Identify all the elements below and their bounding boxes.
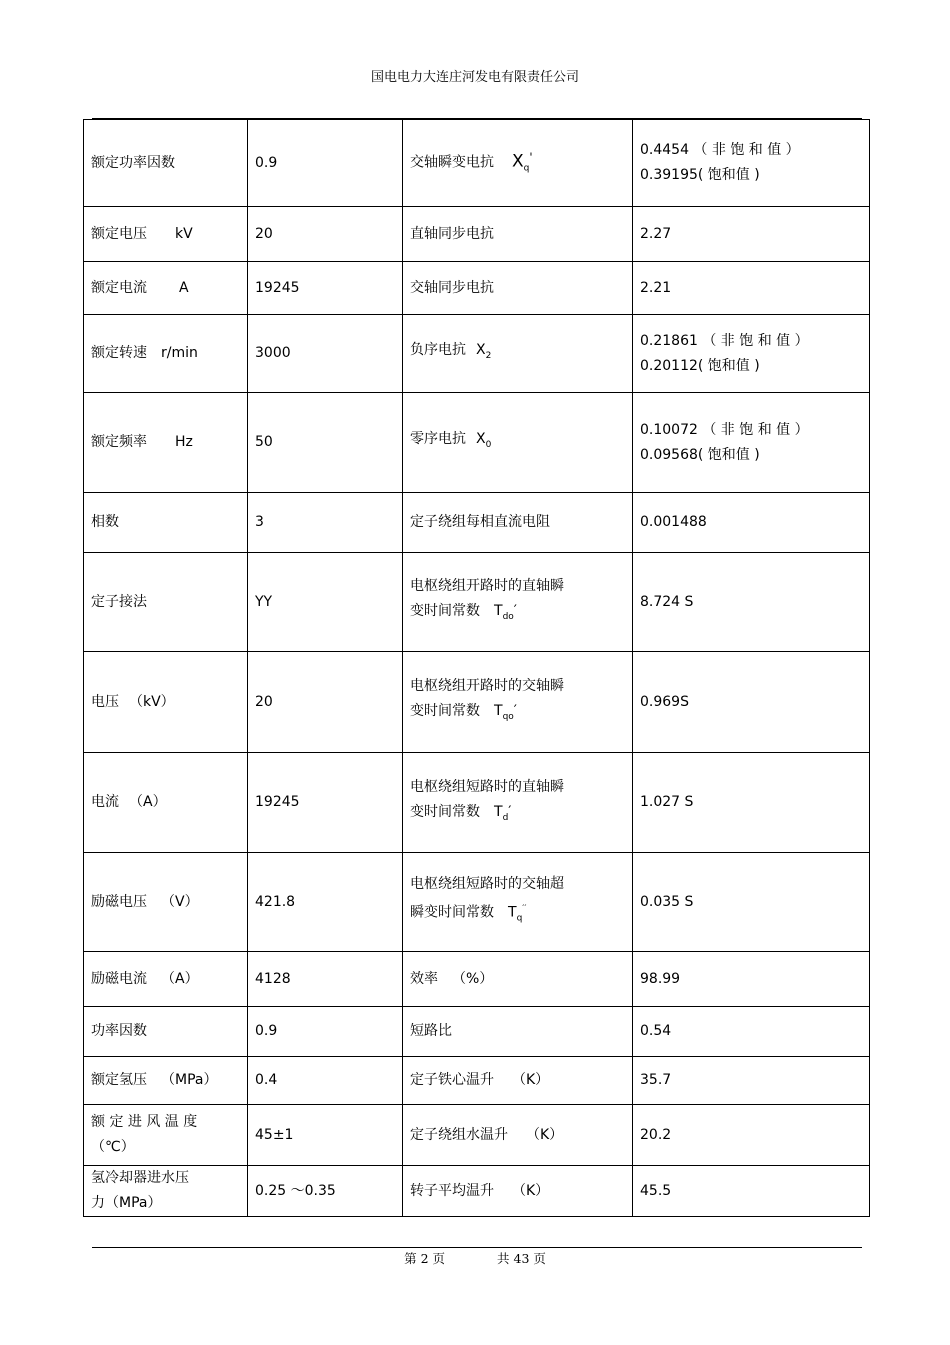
param-name: 零序电抗 $X_0$ bbox=[403, 393, 633, 493]
param-name: 相数 bbox=[84, 493, 248, 553]
param-value: 45.5 bbox=[633, 1166, 870, 1217]
param-value: 0.9 bbox=[248, 120, 403, 207]
param-name: 额定电流 A bbox=[84, 262, 248, 315]
param-name: 电流 （A） bbox=[84, 753, 248, 853]
param-name: 额定转速 r/min bbox=[84, 315, 248, 393]
param-name: 转子平均温升 （K） bbox=[403, 1166, 633, 1217]
table-row bbox=[84, 207, 870, 262]
table-row bbox=[84, 262, 870, 315]
table-row bbox=[84, 553, 870, 652]
table-row bbox=[84, 652, 870, 753]
table-row bbox=[84, 120, 870, 207]
param-value: 2.27 bbox=[633, 207, 870, 262]
param-name: 电枢绕组短路时的直轴瞬 变时间常数 $T_d'$ bbox=[403, 753, 633, 853]
param-name: 额定氢压 （MPa） bbox=[84, 1057, 248, 1105]
footer-rule bbox=[92, 1247, 862, 1248]
param-value: 0.10072 （ 非 饱 和 值 ） 0.09568( 饱和值 ) bbox=[633, 393, 870, 493]
param-value: 35.7 bbox=[633, 1057, 870, 1105]
param-value: 0.4454 （ 非 饱 和 值 ） 0.39195( 饱和值 ) bbox=[633, 120, 870, 207]
param-name: 额 定 进 风 温 度 （℃） bbox=[84, 1105, 248, 1166]
param-name: 定子绕组每相直流电阻 bbox=[403, 493, 633, 553]
param-name: 功率因数 bbox=[84, 1007, 248, 1057]
table-row bbox=[84, 753, 870, 853]
param-value: 45±1 bbox=[248, 1105, 403, 1166]
generator-spec-table bbox=[83, 119, 870, 1217]
param-name: 定子铁心温升 （K） bbox=[403, 1057, 633, 1105]
param-value: 8.724 S bbox=[633, 553, 870, 652]
param-value: 421.8 bbox=[248, 853, 403, 952]
param-name: 电压 （kV） bbox=[84, 652, 248, 753]
param-name: 额定功率因数 bbox=[84, 120, 248, 207]
param-value: 2.21 bbox=[633, 262, 870, 315]
param-value: 1.027 S bbox=[633, 753, 870, 853]
param-name: 直轴同步电抗 bbox=[403, 207, 633, 262]
param-value: 20.2 bbox=[633, 1105, 870, 1166]
page-footer bbox=[0, 1249, 950, 1267]
param-value: YY bbox=[248, 553, 403, 652]
table-row bbox=[84, 1057, 870, 1105]
param-value: 0.25 ～0.35 bbox=[248, 1166, 403, 1217]
table-row bbox=[84, 315, 870, 393]
table-row bbox=[84, 493, 870, 553]
param-value: 3 bbox=[248, 493, 403, 553]
table-row bbox=[84, 952, 870, 1007]
param-value: 0.969S bbox=[633, 652, 870, 753]
param-name: 定子绕组水温升 （K） bbox=[403, 1105, 633, 1166]
table-row bbox=[84, 393, 870, 493]
param-name: 励磁电流 （A） bbox=[84, 952, 248, 1007]
param-value: 0.001488 bbox=[633, 493, 870, 553]
param-name: 交轴同步电抗 bbox=[403, 262, 633, 315]
param-name: 负序电抗 $X_2$ bbox=[403, 315, 633, 393]
param-name: 定子接法 bbox=[84, 553, 248, 652]
param-value: 3000 bbox=[248, 315, 403, 393]
table-row bbox=[84, 1007, 870, 1057]
page-header-company: 国电电力大连庄河发电有限责任公司 bbox=[370, 70, 579, 85]
param-value: 19245 bbox=[248, 753, 403, 853]
param-name: 电枢绕组开路时的直轴瞬 变时间常数 $T_{do}'$ bbox=[403, 553, 633, 652]
param-value: 0.21861 （ 非 饱 和 值 ） 0.20112( 饱和值 ) bbox=[633, 315, 870, 393]
param-value: 50 bbox=[248, 393, 403, 493]
param-value: 0.9 bbox=[248, 1007, 403, 1057]
param-name: 效率 （%） bbox=[403, 952, 633, 1007]
param-value: 20 bbox=[248, 207, 403, 262]
param-value: 0.035 S bbox=[633, 853, 870, 952]
table-row bbox=[84, 1105, 870, 1166]
table-row bbox=[84, 853, 870, 952]
param-value: 20 bbox=[248, 652, 403, 753]
param-value: 19245 bbox=[248, 262, 403, 315]
param-name: 额定频率 Hz bbox=[84, 393, 248, 493]
param-value: 98.99 bbox=[633, 952, 870, 1007]
param-name: 电枢绕组短路时的交轴超 瞬变时间常数 $T_q''$ bbox=[403, 853, 633, 952]
param-value: 4128 bbox=[248, 952, 403, 1007]
param-name: 电枢绕组开路时的交轴瞬 变时间常数 $T_{qo}'$ bbox=[403, 652, 633, 753]
table-row bbox=[84, 1166, 870, 1217]
param-name: 短路比 bbox=[403, 1007, 633, 1057]
param-name: 交轴瞬变电抗 $X_q'$ bbox=[403, 120, 633, 207]
page-total: 共 43 页 bbox=[497, 1251, 546, 1266]
param-value: 0.54 bbox=[633, 1007, 870, 1057]
page-number: 第 2 页 bbox=[404, 1251, 446, 1266]
param-name: 额定电压 kV bbox=[84, 207, 248, 262]
param-value: 0.4 bbox=[248, 1057, 403, 1105]
param-name: 氢冷却器进水压 力（MPa） bbox=[84, 1166, 248, 1217]
param-name: 励磁电压 （V） bbox=[84, 853, 248, 952]
